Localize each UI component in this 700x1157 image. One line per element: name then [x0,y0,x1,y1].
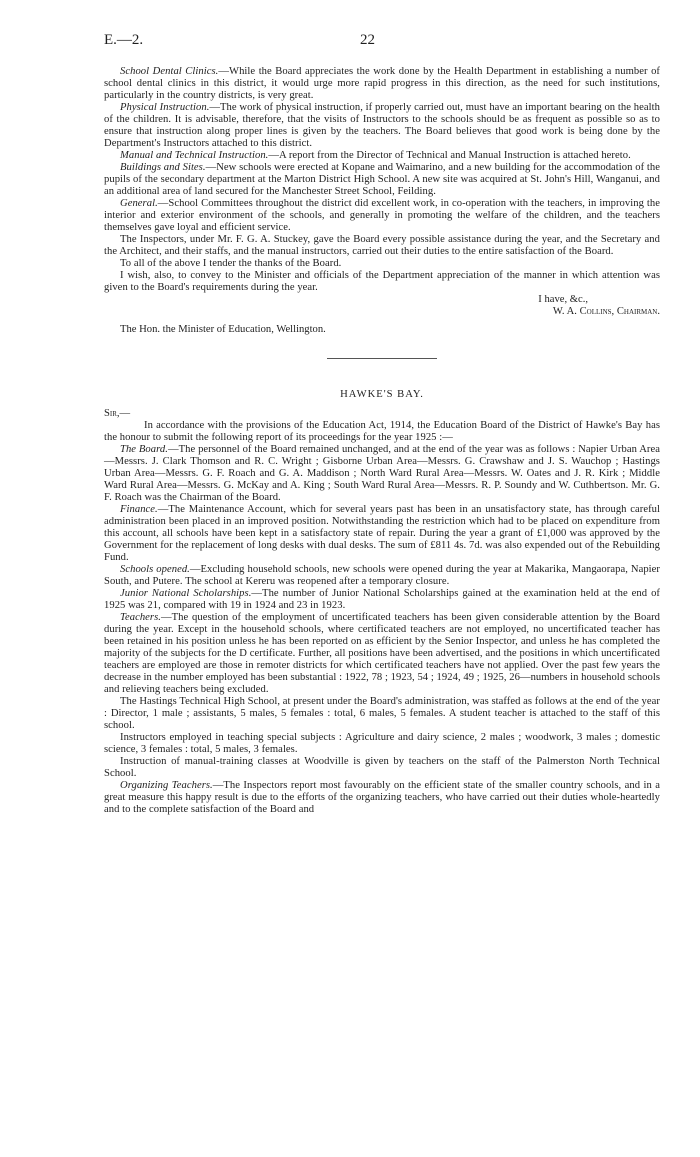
section-divider [327,358,437,359]
paragraph-inspectors: The Inspectors, under Mr. F. G. A. Stuckey, gave the Board every possible assistance during the year, and the Secretary and the Architect, and their staffs, and the manual instructors, carried out their duties to the entire satisfaction of the Board. [104,234,660,257]
paragraph-thanks: To all of the above I tender the thanks of the Board. [120,258,342,269]
paragraph-buildings-sites: Buildings and Sites.—New schools were erected at Kopane and Waimarino, and a new building for the accommodation of the pupils of the secondary department at the Marton District High School. A new site was acquired at St. John's Hill, Wanganui, and an additional area of land secured for the Manchester Street School, Feilding. [104,162,660,197]
salutation: Sir,— [104,408,131,419]
paragraph-finance: Finance.—The Maintenance Account, which for several years past has been in an unsatisfactory state, has through careful administration been placed in an improved position. Notwithstanding the restriction which had to be placed on expenditure from this account, all schools have been kept in a satisfactory state of repair. During the year a grant of £1,000 was approved by the Government for the replacement of long desks with dual desks. The sum of £811 4s. 7d. was also expended out of the Rebuilding Fund. [104,504,660,563]
closing-phrase: I have, &c., [538,294,588,305]
paragraph-intro: In accordance with the provisions of the Education Act, 1914, the Education Board of the District of Hawke's Bay has the honour to submit the following report of its proceedings for the year 1925 :— [104,420,660,443]
paragraph-organizing-teachers: Organizing Teachers.—The Inspectors report most favourably on the efficient state of the smaller country schools, and in a great measure this happy result is due to the efforts of the organizing teachers, who have carried out their duties whole-heartedly and to the complete satisfaction of the Board and [104,780,660,815]
paragraph-convey: I wish, also, to convey to the Minister and officials of the Department appreciation of the manner in which attention was given to the Board's requirements during the year. [104,270,660,293]
paragraph-general: General.—School Committees throughout the district did excellent work, in co-operation with the teachers, in improving the interior and exterior environment of the schools, and generally in promoting the welfare of the children, and the teachers themselves gave loyal and efficient service. [104,198,660,233]
signature-name: W. A. Collins, Chairman. [552,306,660,317]
paragraph-schools-opened: Schools opened.—Excluding household schools, new schools were opened during the year at Makarika, Mangaorapa, Napier South, and Putere. The school at Kereru was reopened after a temporary closure. [104,564,661,587]
paragraph-manual-training: Instruction of manual-training classes at Woodville is given by teachers on the staff of the Palmerston North Technical School. [104,756,660,779]
paragraph-teachers: Teachers.—The question of the employment of uncertificated teachers has been given considerable attention by the Board during the year. Except in the household schools, where certificated teachers are not employed, no uncertificated teacher has been retained in his position unless he has been reported on as efficient by the Senior Inspector, and unless he has completed the majority of the subjects for the D certificate. Further, all positions have been advertised, and the positions in which uncertificated teachers are employed are those in remoter districts for which certificated teachers have not applied. Over the past few years the decrease in the number employed has been substantial : 1922, 78 ; 1923, 54 ; 1924, 49 ; 1925, 26—numbers in household schools and relieving teachers being excluded. [104,612,660,695]
page-header [0,32,700,52]
paragraph-hastings: The Hastings Technical High School, at present under the Board's administration, was staffed as follows at the end of the year : Director, 1 male ; assistants, 5 males, 5 females : total, 6 males, 5 females. A student teacher is attached to the staff of this school. [104,696,660,731]
document-reference: E.—2. [104,32,144,48]
addressee: The Hon. the Minister of Education, Wellington. [120,324,326,335]
paragraph-instructors: Instructors employed in teaching special subjects : Agriculture and dairy science, 2 males ; woodwork, 3 males ; domestic science, 3 females : total, 5 males, 3 females. [104,732,660,755]
page-number: 22 [360,32,375,48]
paragraph-manual-instruction: Manual and Technical Instruction.—A report from the Director of Technical and Manual Instruction is attached hereto. [120,150,631,161]
paragraph-scholarships: Junior National Scholarships.—The number of Junior National Scholarships gained at the examination held at the end of 1925 was 21, compared with 19 in 1924 and 23 in 1923. [104,588,661,611]
paragraph-physical-instruction: Physical Instruction.—The work of physical instruction, if properly carried out, must have an important bearing on the health of the children. It is advisable, therefore, that the visits of Instructors to the schools should be as frequent as possible so as to ensure that instruction along proper lines is given by the teachers. The Board believes that good work is being done by the Department's Instructors attached to this district. [104,102,660,149]
paragraph-board: The Board.—The personnel of the Board remained unchanged, and at the end of the year was as follows : Napier Urban Area—Messrs. J. Clark Thomson and R. C. Wright ; Gisborne Urban Area—Messrs. G. Crawshaw and J. S. Wauchop ; Hastings Urban Area—Messrs. G. F. Roach and G. A. Maddison ; North Ward Rural Area—Messrs. W. Oates and J. R. Kirk ; Middle Ward Rural Area—Messrs. G. McKay and A. King ; South Ward Rural Area—Messrs. R. P. Soundy and W. Cuthbertson. Mr. G. F. Roach was the Chairman of the Board. [104,444,661,503]
section-title: HAWKE'S BAY. [340,389,424,400]
document-body [104,66,660,816]
paragraph-dental-clinics: School Dental Clinics.—While the Board appreciates the work done by the Health Department in establishing a number of school dental clinics in this district, it would urge more rapid progress in this direction, as the need for such institutions, particularly in the country districts, is very great. [104,66,661,101]
